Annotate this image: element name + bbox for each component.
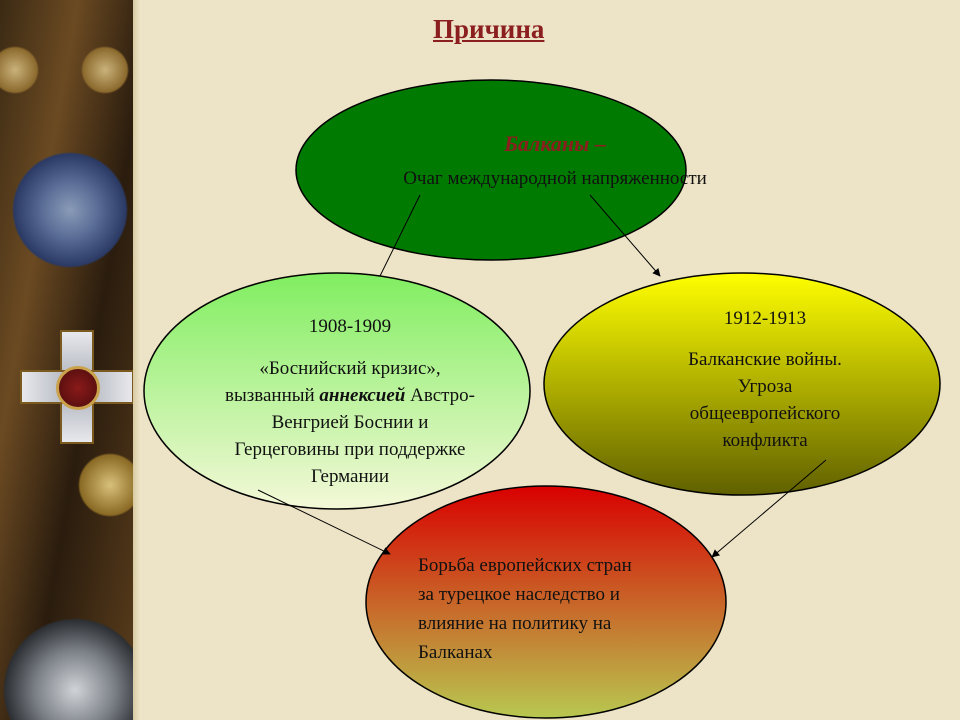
bottom-description — [418, 551, 718, 667]
left-line-5: Германии — [310, 466, 389, 487]
top-heading: Балканы – — [504, 131, 606, 156]
annexation-emphasis: аннексией — [319, 385, 406, 406]
left-line-1: «Боснийский кризис», — [259, 358, 441, 379]
bottom-line-1: Борьба европейских стран — [418, 555, 632, 576]
right-line-3: общеевропейского — [689, 403, 841, 424]
bottom-line-4: Балканах — [418, 642, 493, 663]
bottom-line-2: за турецкое наследство и — [418, 584, 620, 605]
bottom-line-3: влияние на политику на — [418, 613, 612, 634]
right-line-2: Угроза — [737, 376, 793, 397]
left-line-4: Герцеговины при поддержке — [234, 439, 466, 460]
right-line-4: конфликта — [722, 430, 808, 451]
right-years: 1912-1913 — [723, 308, 807, 329]
right-line-1: Балканские войны. — [688, 349, 842, 370]
left-years: 1908-1909 — [308, 316, 392, 337]
left-line-3: Венгрией Боснии и — [271, 412, 429, 433]
right-description — [640, 346, 890, 454]
left-description — [170, 355, 530, 490]
page-title: Причина — [433, 14, 545, 44]
left-line-2: вызванный аннексией Австро- — [225, 385, 475, 406]
top-text: Очаг международной напряженности — [403, 168, 707, 189]
